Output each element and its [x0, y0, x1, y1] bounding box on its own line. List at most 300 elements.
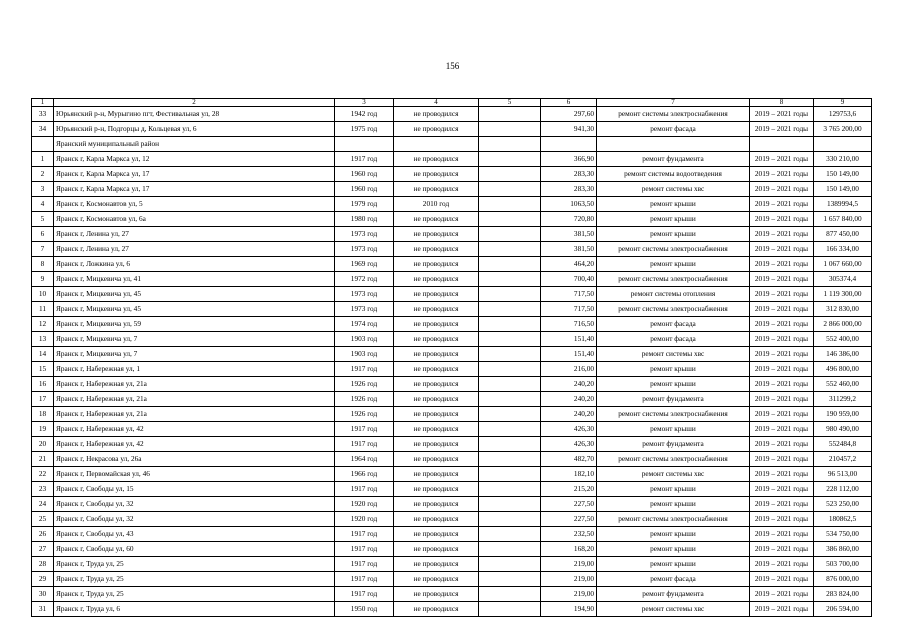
cost-cell: 552 400,00 [814, 332, 872, 347]
address-cell: Яранск г, Карла Маркса ул, 12 [54, 152, 335, 167]
work-type-cell: ремонт системы хвс [597, 347, 750, 362]
table-row [32, 122, 872, 137]
build-year-cell: 1926 год [335, 377, 394, 392]
address-cell: Яранск г, Мицкевича ул, 7 [54, 332, 335, 347]
last-repair-cell: 2010 год [394, 197, 479, 212]
period-cell: 2019 – 2021 годы [750, 272, 814, 287]
build-year-cell: 1917 год [335, 362, 394, 377]
column-number-cell: 6 [541, 99, 597, 107]
table-row [32, 332, 872, 347]
district-name: Яранский муниципальный район [54, 137, 335, 152]
last-repair-cell: не проводился [394, 227, 479, 242]
work-type-cell: ремонт фундамента [597, 587, 750, 602]
extra-cell [479, 452, 541, 467]
area-cell: 227,50 [541, 512, 597, 527]
extra-cell [479, 557, 541, 572]
extra-cell [479, 437, 541, 452]
period-cell: 2019 – 2021 годы [750, 182, 814, 197]
column-number-cell: 1 [32, 99, 54, 107]
row-number: 29 [32, 572, 54, 587]
last-repair-cell: не проводился [394, 422, 479, 437]
table-row [32, 167, 872, 182]
address-cell: Яранск г, Карла Маркса ул, 17 [54, 182, 335, 197]
period-cell: 2019 – 2021 годы [750, 587, 814, 602]
work-type-cell: ремонт системы электроснабжения [597, 107, 750, 122]
cost-cell: 190 959,00 [814, 407, 872, 422]
area-cell: 297,60 [541, 107, 597, 122]
row-number: 6 [32, 227, 54, 242]
row-number: 7 [32, 242, 54, 257]
district-empty-cell [32, 137, 54, 152]
extra-cell [479, 467, 541, 482]
row-number: 19 [32, 422, 54, 437]
extra-cell [479, 302, 541, 317]
last-repair-cell: не проводился [394, 467, 479, 482]
table-row [32, 182, 872, 197]
row-number: 24 [32, 497, 54, 512]
last-repair-cell: не проводился [394, 242, 479, 257]
build-year-cell: 1972 год [335, 272, 394, 287]
row-number: 8 [32, 257, 54, 272]
period-cell: 2019 – 2021 годы [750, 287, 814, 302]
address-cell: Яранск г, Труда ул, 25 [54, 572, 335, 587]
address-cell: Яранск г, Мицкевича ул, 41 [54, 272, 335, 287]
cost-cell: 166 334,00 [814, 242, 872, 257]
area-cell: 151,40 [541, 332, 597, 347]
work-type-cell: ремонт системы электроснабжения [597, 272, 750, 287]
area-cell: 1063,50 [541, 197, 597, 212]
work-type-cell: ремонт системы электроснабжения [597, 242, 750, 257]
address-cell: Яранск г, Набережная ул, 21а [54, 407, 335, 422]
area-cell: 381,50 [541, 242, 597, 257]
period-cell: 2019 – 2021 годы [750, 347, 814, 362]
cost-cell: 1 067 660,00 [814, 257, 872, 272]
period-cell: 2019 – 2021 годы [750, 557, 814, 572]
district-empty-cell [541, 137, 597, 152]
address-cell: Яранск г, Мицкевича ул, 7 [54, 347, 335, 362]
table-row [32, 317, 872, 332]
repair-program-table [31, 98, 872, 617]
cost-cell: 386 860,00 [814, 542, 872, 557]
district-empty-cell [479, 137, 541, 152]
last-repair-cell: не проводился [394, 287, 479, 302]
table-row [32, 287, 872, 302]
last-repair-cell: не проводился [394, 107, 479, 122]
table-row [32, 347, 872, 362]
table-row [32, 392, 872, 407]
work-type-cell: ремонт крыши [597, 377, 750, 392]
column-number-cell: 4 [394, 99, 479, 107]
work-type-cell: ремонт фундамента [597, 437, 750, 452]
extra-cell [479, 317, 541, 332]
work-type-cell: ремонт фасада [597, 572, 750, 587]
period-cell: 2019 – 2021 годы [750, 512, 814, 527]
work-type-cell: ремонт системы хвс [597, 602, 750, 617]
work-type-cell: ремонт системы электроснабжения [597, 512, 750, 527]
period-cell: 2019 – 2021 годы [750, 467, 814, 482]
table-row [32, 422, 872, 437]
row-number: 33 [32, 107, 54, 122]
cost-cell: 980 490,00 [814, 422, 872, 437]
area-cell: 227,50 [541, 497, 597, 512]
address-cell: Яранск г, Некрасова ул, 26а [54, 452, 335, 467]
period-cell: 2019 – 2021 годы [750, 437, 814, 452]
row-number: 15 [32, 362, 54, 377]
work-type-cell: ремонт крыши [597, 227, 750, 242]
build-year-cell: 1966 год [335, 467, 394, 482]
extra-cell [479, 182, 541, 197]
build-year-cell: 1973 год [335, 242, 394, 257]
table-row [32, 152, 872, 167]
area-cell: 464,20 [541, 257, 597, 272]
last-repair-cell: не проводился [394, 257, 479, 272]
extra-cell [479, 377, 541, 392]
row-number: 28 [32, 557, 54, 572]
work-type-cell: ремонт системы водоотведения [597, 167, 750, 182]
table-row [32, 557, 872, 572]
period-cell: 2019 – 2021 годы [750, 332, 814, 347]
extra-cell [479, 272, 541, 287]
row-number: 5 [32, 212, 54, 227]
row-number: 12 [32, 317, 54, 332]
cost-cell: 206 594,00 [814, 602, 872, 617]
page-number: 156 [445, 61, 460, 71]
area-cell: 381,50 [541, 227, 597, 242]
cost-cell: 96 513,00 [814, 467, 872, 482]
row-number: 25 [32, 512, 54, 527]
address-cell: Яранск г, Свободы ул, 15 [54, 482, 335, 497]
area-cell: 182,10 [541, 467, 597, 482]
build-year-cell: 1960 год [335, 182, 394, 197]
cost-cell: 534 750,00 [814, 527, 872, 542]
last-repair-cell: не проводился [394, 407, 479, 422]
period-cell: 2019 – 2021 годы [750, 317, 814, 332]
area-cell: 168,20 [541, 542, 597, 557]
extra-cell [479, 482, 541, 497]
last-repair-cell: не проводился [394, 527, 479, 542]
period-cell: 2019 – 2021 годы [750, 527, 814, 542]
period-cell: 2019 – 2021 годы [750, 167, 814, 182]
cost-cell: 129753,6 [814, 107, 872, 122]
period-cell: 2019 – 2021 годы [750, 542, 814, 557]
row-number: 3 [32, 182, 54, 197]
column-number-cell: 9 [814, 99, 872, 107]
table-row [32, 302, 872, 317]
column-number-cell: 3 [335, 99, 394, 107]
period-cell: 2019 – 2021 годы [750, 302, 814, 317]
build-year-cell: 1917 год [335, 437, 394, 452]
row-number: 22 [32, 467, 54, 482]
work-type-cell: ремонт крыши [597, 482, 750, 497]
area-cell: 240,20 [541, 392, 597, 407]
work-type-cell: ремонт фундамента [597, 392, 750, 407]
cost-cell: 3 765 200,00 [814, 122, 872, 137]
address-cell: Яранск г, Труда ул, 25 [54, 557, 335, 572]
work-type-cell: ремонт фасада [597, 122, 750, 137]
cost-cell: 283 824,00 [814, 587, 872, 602]
district-empty-cell [597, 137, 750, 152]
area-cell: 194,90 [541, 602, 597, 617]
row-number: 30 [32, 587, 54, 602]
cost-cell: 877 450,00 [814, 227, 872, 242]
last-repair-cell: не проводился [394, 542, 479, 557]
row-number: 26 [32, 527, 54, 542]
period-cell: 2019 – 2021 годы [750, 242, 814, 257]
extra-cell [479, 242, 541, 257]
build-year-cell: 1979 год [335, 197, 394, 212]
last-repair-cell: не проводился [394, 362, 479, 377]
table-row [32, 407, 872, 422]
last-repair-cell: не проводился [394, 167, 479, 182]
last-repair-cell: не проводился [394, 332, 479, 347]
area-cell: 232,50 [541, 527, 597, 542]
period-cell: 2019 – 2021 годы [750, 212, 814, 227]
extra-cell [479, 587, 541, 602]
last-repair-cell: не проводился [394, 152, 479, 167]
last-repair-cell: не проводился [394, 377, 479, 392]
build-year-cell: 1975 год [335, 122, 394, 137]
table-row [32, 587, 872, 602]
period-cell: 2019 – 2021 годы [750, 392, 814, 407]
build-year-cell: 1920 год [335, 512, 394, 527]
period-cell: 2019 – 2021 годы [750, 107, 814, 122]
last-repair-cell: не проводился [394, 497, 479, 512]
district-empty-cell [814, 137, 872, 152]
work-type-cell: ремонт крыши [597, 257, 750, 272]
cost-cell: 312 830,00 [814, 302, 872, 317]
cost-cell: 1389994,5 [814, 197, 872, 212]
last-repair-cell: не проводился [394, 122, 479, 137]
area-cell: 717,50 [541, 302, 597, 317]
table-row [32, 197, 872, 212]
district-empty-cell [335, 137, 394, 152]
cost-cell: 503 700,00 [814, 557, 872, 572]
area-cell: 216,00 [541, 362, 597, 377]
period-cell: 2019 – 2021 годы [750, 257, 814, 272]
row-number: 16 [32, 377, 54, 392]
build-year-cell: 1926 год [335, 392, 394, 407]
column-number-cell: 2 [54, 99, 335, 107]
period-cell: 2019 – 2021 годы [750, 482, 814, 497]
last-repair-cell: не проводился [394, 482, 479, 497]
table-row [32, 482, 872, 497]
area-cell: 240,20 [541, 407, 597, 422]
address-cell: Яранск г, Свободы ул, 43 [54, 527, 335, 542]
extra-cell [479, 332, 541, 347]
cost-cell: 2 866 000,00 [814, 317, 872, 332]
build-year-cell: 1903 год [335, 347, 394, 362]
row-number: 27 [32, 542, 54, 557]
row-number: 20 [32, 437, 54, 452]
extra-cell [479, 497, 541, 512]
extra-cell [479, 602, 541, 617]
build-year-cell: 1917 год [335, 572, 394, 587]
table-row [32, 512, 872, 527]
cost-cell: 330 210,00 [814, 152, 872, 167]
table-row [32, 527, 872, 542]
address-cell: Яранск г, Ленина ул, 27 [54, 242, 335, 257]
column-number-cell: 8 [750, 99, 814, 107]
table-row [32, 377, 872, 392]
area-cell: 283,30 [541, 167, 597, 182]
area-cell: 366,90 [541, 152, 597, 167]
extra-cell [479, 122, 541, 137]
build-year-cell: 1964 год [335, 452, 394, 467]
extra-cell [479, 527, 541, 542]
address-cell: Юрьянский р-н, Мурыгино пгт, Фестивальная ул, 28 [54, 107, 335, 122]
table-header [32, 99, 872, 107]
table-row [32, 542, 872, 557]
cost-cell: 311299,2 [814, 392, 872, 407]
table-row [32, 272, 872, 287]
address-cell: Яранск г, Мицкевича ул, 59 [54, 317, 335, 332]
period-cell: 2019 – 2021 годы [750, 497, 814, 512]
last-repair-cell: не проводился [394, 212, 479, 227]
area-cell: 151,40 [541, 347, 597, 362]
last-repair-cell: не проводился [394, 317, 479, 332]
extra-cell [479, 107, 541, 122]
column-number-row [32, 99, 872, 107]
area-cell: 941,30 [541, 122, 597, 137]
table-row [32, 227, 872, 242]
address-cell: Яранск г, Космонавтов ул, 5 [54, 197, 335, 212]
table-row [32, 242, 872, 257]
cost-cell: 876 000,00 [814, 572, 872, 587]
last-repair-cell: не проводился [394, 557, 479, 572]
cost-cell: 496 800,00 [814, 362, 872, 377]
row-number: 18 [32, 407, 54, 422]
build-year-cell: 1917 год [335, 482, 394, 497]
extra-cell [479, 542, 541, 557]
row-number: 1 [32, 152, 54, 167]
last-repair-cell: не проводился [394, 347, 479, 362]
last-repair-cell: не проводился [394, 302, 479, 317]
cost-cell: 552 460,00 [814, 377, 872, 392]
work-type-cell: ремонт системы электроснабжения [597, 452, 750, 467]
row-number: 14 [32, 347, 54, 362]
address-cell: Яранск г, Карла Маркса ул, 17 [54, 167, 335, 182]
work-type-cell: ремонт системы отопления [597, 287, 750, 302]
column-number-cell: 7 [597, 99, 750, 107]
extra-cell [479, 212, 541, 227]
district-empty-cell [394, 137, 479, 152]
cost-cell: 1 119 300,00 [814, 287, 872, 302]
last-repair-cell: не проводился [394, 602, 479, 617]
area-cell: 700,40 [541, 272, 597, 287]
build-year-cell: 1917 год [335, 587, 394, 602]
build-year-cell: 1973 год [335, 227, 394, 242]
table-row [32, 212, 872, 227]
address-cell: Яранск г, Мицкевича ул, 45 [54, 287, 335, 302]
work-type-cell: ремонт крыши [597, 197, 750, 212]
extra-cell [479, 407, 541, 422]
build-year-cell: 1920 год [335, 497, 394, 512]
table-row [32, 437, 872, 452]
extra-cell [479, 287, 541, 302]
address-cell: Яранск г, Свободы ул, 32 [54, 497, 335, 512]
build-year-cell: 1917 год [335, 152, 394, 167]
last-repair-cell: не проводился [394, 272, 479, 287]
work-type-cell: ремонт крыши [597, 212, 750, 227]
cost-cell: 552484,8 [814, 437, 872, 452]
area-cell: 717,50 [541, 287, 597, 302]
row-number: 13 [32, 332, 54, 347]
work-type-cell: ремонт фундамента [597, 152, 750, 167]
work-type-cell: ремонт крыши [597, 422, 750, 437]
row-number: 9 [32, 272, 54, 287]
district-empty-cell [750, 137, 814, 152]
column-number-cell: 5 [479, 99, 541, 107]
area-cell: 283,30 [541, 182, 597, 197]
address-cell: Яранск г, Набережная ул, 1 [54, 362, 335, 377]
build-year-cell: 1917 год [335, 422, 394, 437]
area-cell: 219,00 [541, 587, 597, 602]
extra-cell [479, 422, 541, 437]
extra-cell [479, 197, 541, 212]
row-number: 23 [32, 482, 54, 497]
extra-cell [479, 167, 541, 182]
area-cell: 716,50 [541, 317, 597, 332]
work-type-cell: ремонт крыши [597, 542, 750, 557]
area-cell: 426,30 [541, 422, 597, 437]
build-year-cell: 1903 год [335, 332, 394, 347]
period-cell: 2019 – 2021 годы [750, 227, 814, 242]
last-repair-cell: не проводился [394, 437, 479, 452]
last-repair-cell: не проводился [394, 452, 479, 467]
work-type-cell: ремонт крыши [597, 557, 750, 572]
period-cell: 2019 – 2021 годы [750, 152, 814, 167]
address-cell: Яранск г, Ложкина ул, 6 [54, 257, 335, 272]
build-year-cell: 1917 год [335, 557, 394, 572]
extra-cell [479, 512, 541, 527]
build-year-cell: 1973 год [335, 287, 394, 302]
row-number: 31 [32, 602, 54, 617]
table-row [32, 602, 872, 617]
period-cell: 2019 – 2021 годы [750, 362, 814, 377]
build-year-cell: 1950 год [335, 602, 394, 617]
cost-cell: 180862,5 [814, 512, 872, 527]
last-repair-cell: не проводился [394, 392, 479, 407]
last-repair-cell: не проводился [394, 572, 479, 587]
table-row [32, 452, 872, 467]
work-type-cell: ремонт фасада [597, 317, 750, 332]
work-type-cell: ремонт крыши [597, 362, 750, 377]
address-cell: Яранск г, Первомайская ул, 46 [54, 467, 335, 482]
extra-cell [479, 152, 541, 167]
build-year-cell: 1969 год [335, 257, 394, 272]
table-row [32, 572, 872, 587]
build-year-cell: 1917 год [335, 542, 394, 557]
table-row [32, 362, 872, 377]
row-number: 2 [32, 167, 54, 182]
row-number: 11 [32, 302, 54, 317]
row-number: 17 [32, 392, 54, 407]
last-repair-cell: не проводился [394, 512, 479, 527]
build-year-cell: 1973 год [335, 302, 394, 317]
work-type-cell: ремонт системы электроснабжения [597, 407, 750, 422]
area-cell: 219,00 [541, 572, 597, 587]
work-type-cell: ремонт системы электроснабжения [597, 302, 750, 317]
last-repair-cell: не проводился [394, 587, 479, 602]
address-cell: Юрьянский р-н, Подгорцы д, Кольцевая ул, 6 [54, 122, 335, 137]
area-cell: 219,00 [541, 557, 597, 572]
district-row [32, 137, 872, 152]
cost-cell: 210457,2 [814, 452, 872, 467]
extra-cell [479, 392, 541, 407]
table-body [32, 107, 872, 617]
address-cell: Яранск г, Ленина ул, 27 [54, 227, 335, 242]
build-year-cell: 1926 год [335, 407, 394, 422]
